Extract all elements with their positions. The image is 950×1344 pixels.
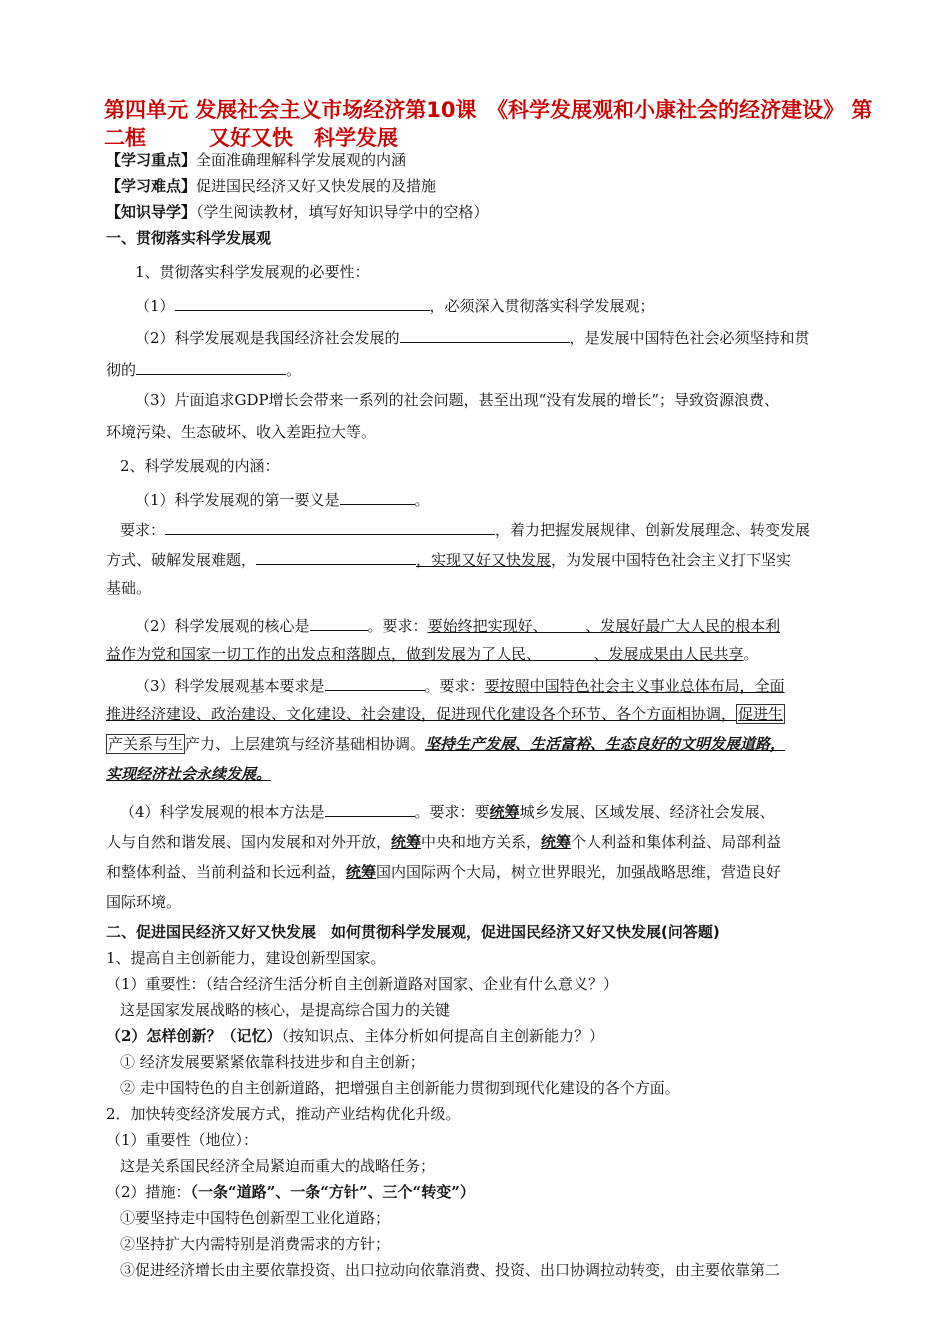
s1-item-1a: （1） ，必须深入贯彻落实科学发展观； xyxy=(135,294,655,316)
s2-item-1b-ii: ② 走中国特色的自主创新道路，把增强自主创新能力贯彻到现代化建设的各个方面。 xyxy=(120,1079,680,1097)
s1-item-1c-cont: 环境污染、生态破坏、收入差距拉大等。 xyxy=(106,423,377,441)
s2-item-2a: （1）重要性（地位）： xyxy=(106,1131,259,1149)
s1-item-2d: （4）科学发展观的根本方法是 。要求：要统筹城乡发展、区域发展、经济社会发展、 xyxy=(120,800,775,822)
s1-item-1: 1、贯彻落实科学发展观的必要性： xyxy=(135,263,370,281)
guide-line xyxy=(106,202,489,222)
s1-item-1b: （2）科学发展观是我国经济社会发展的 ，是发展中国特色社会必须坚持和贯 xyxy=(135,326,810,348)
s1-item-2a-req: 要求： ，着力把握发展规律、创新发展理念、转变发展 xyxy=(120,518,810,540)
s1-item-2d-l4: 国际环境。 xyxy=(106,893,182,911)
fill-blank[interactable] xyxy=(325,800,415,817)
s2-item-2b-i: ①要坚持走中国特色创新型工业化道路； xyxy=(120,1209,391,1227)
focus-line xyxy=(106,150,406,170)
s1-item-2b: （2）科学发展观的核心是 。要求：要始终把实现好、 、发展好最广大人民的根本利 xyxy=(135,614,780,636)
s1-item-2c-l4: 实现经济社会永续发展。 xyxy=(106,765,272,783)
fill-blank[interactable] xyxy=(175,294,430,311)
section-1-heading: 一、贯彻落实科学发展观 xyxy=(106,229,272,247)
s1-item-2: 2、科学发展观的内涵： xyxy=(120,457,280,475)
s2-item-2a-answer: 这是关系国民经济全局紧迫而重大的战略任务； xyxy=(120,1157,436,1175)
section-2-heading: 二、促进国民经济又好又快发展 如何贯彻科学发展观，促进国民经济又好又快发展(问答题) xyxy=(106,923,720,941)
s2-item-1b: （2）怎样创新？（记忆）（按知识点、主体分析如何提高自主创新能力？） xyxy=(106,1027,604,1045)
s2-item-1b-i: ① 经济发展要紧紧依靠科技进步和自主创新； xyxy=(120,1053,425,1071)
fill-blank[interactable] xyxy=(256,548,416,565)
s1-item-2c-l2: 推进经济建设、政治建设、文化建设、社会建设，促进现代化建设各个环节、各个方面相协调， 促进生 xyxy=(106,705,784,723)
guide-tag: 【知识导学】 xyxy=(106,203,197,221)
difficulty-text: 促进国民经济又好又快发展的及措施 xyxy=(196,177,437,195)
fill-blank[interactable] xyxy=(340,488,415,505)
fill-blank[interactable] xyxy=(310,614,368,631)
s1-item-1c: （3）片面追求GDP增长会带来一系列的社会问题，甚至出现“没有发展的增长”；导致资源浪费、 xyxy=(135,391,779,409)
s2-item-2b-ii: ②坚持扩大内需特别是消费需求的方针； xyxy=(120,1235,391,1253)
focus-text: 全面准确理解科学发展观的内涵 xyxy=(196,151,407,169)
s2-item-2: 2．加快转变经济发展方式，推动产业结构优化升级。 xyxy=(106,1105,461,1123)
difficulty-tag: 【学习难点】 xyxy=(106,177,197,195)
s1-item-2c-l3: 产关系与生 产力、上层建筑与经济基础相协调。坚持生产发展、生活富裕、生态良好的文明发展道路， xyxy=(108,735,786,753)
s2-item-1: 1、提高自主创新能力，建设创新型国家。 xyxy=(106,949,386,967)
fill-blank[interactable] xyxy=(165,518,495,535)
fill-blank[interactable] xyxy=(400,326,570,343)
s1-item-2a-req2: 方式、破解发展难题， ，实现又好又快发展，为发展中国特色社会主义打下坚实 xyxy=(106,548,791,570)
fill-blank[interactable] xyxy=(136,358,286,375)
s1-item-2d-l3: 和整体利益、当前利益和长远利益，统筹国内国际两个大局，树立世界眼光，加强战略思维，营造良好 xyxy=(106,863,782,881)
s1-item-2d-l2: 人与自然和谐发展、国内发展和对外开放，统筹中央和地方关系，统筹个人利益和集体利益、局部利益 xyxy=(106,833,782,851)
guide-text: （学生阅读教材，填写好知识导学中的空格） xyxy=(196,203,489,221)
s1-item-2a-req3: 基础。 xyxy=(106,579,152,597)
s2-item-2b-iii: ③促进经济增长由主要依靠投资、出口拉动向依靠消费、投资、出口协调拉动转变，由主要依靠第二 xyxy=(120,1261,781,1279)
s2-item-2b: （2）措施：（一条“道路”、一条“方针”、三个“转变”） xyxy=(106,1183,475,1201)
focus-tag: 【学习重点】 xyxy=(106,151,197,169)
s1-item-1b-cont: 彻的 。 xyxy=(106,358,301,380)
fill-blank[interactable] xyxy=(325,674,425,691)
s1-item-2c: （3）科学发展观基本要求是 。要求：要按照中国特色社会主义事业总体布局，全面 xyxy=(135,674,785,696)
s1-item-2b-cont: 益作为党和国家一切工作的出发点和落脚点，做到发展为了人民、 、发展成果由人民共享。 xyxy=(106,645,759,663)
difficulty-line xyxy=(106,176,436,196)
s1-item-2a: （1）科学发展观的第一要义是 。 xyxy=(135,488,430,510)
s2-item-1a: （1）重要性：（结合经济生活分析自主创新道路对国家、企业有什么意义？） xyxy=(106,975,619,993)
s2-item-1a-answer: 这是国家发展战略的核心，是提高综合国力的关键 xyxy=(120,1001,451,1019)
page-title: 第四单元 发展社会主义市场经济第10课 《科学发展观和小康社会的经济建设》 第二框 又好又快 科学发展 xyxy=(104,98,873,150)
